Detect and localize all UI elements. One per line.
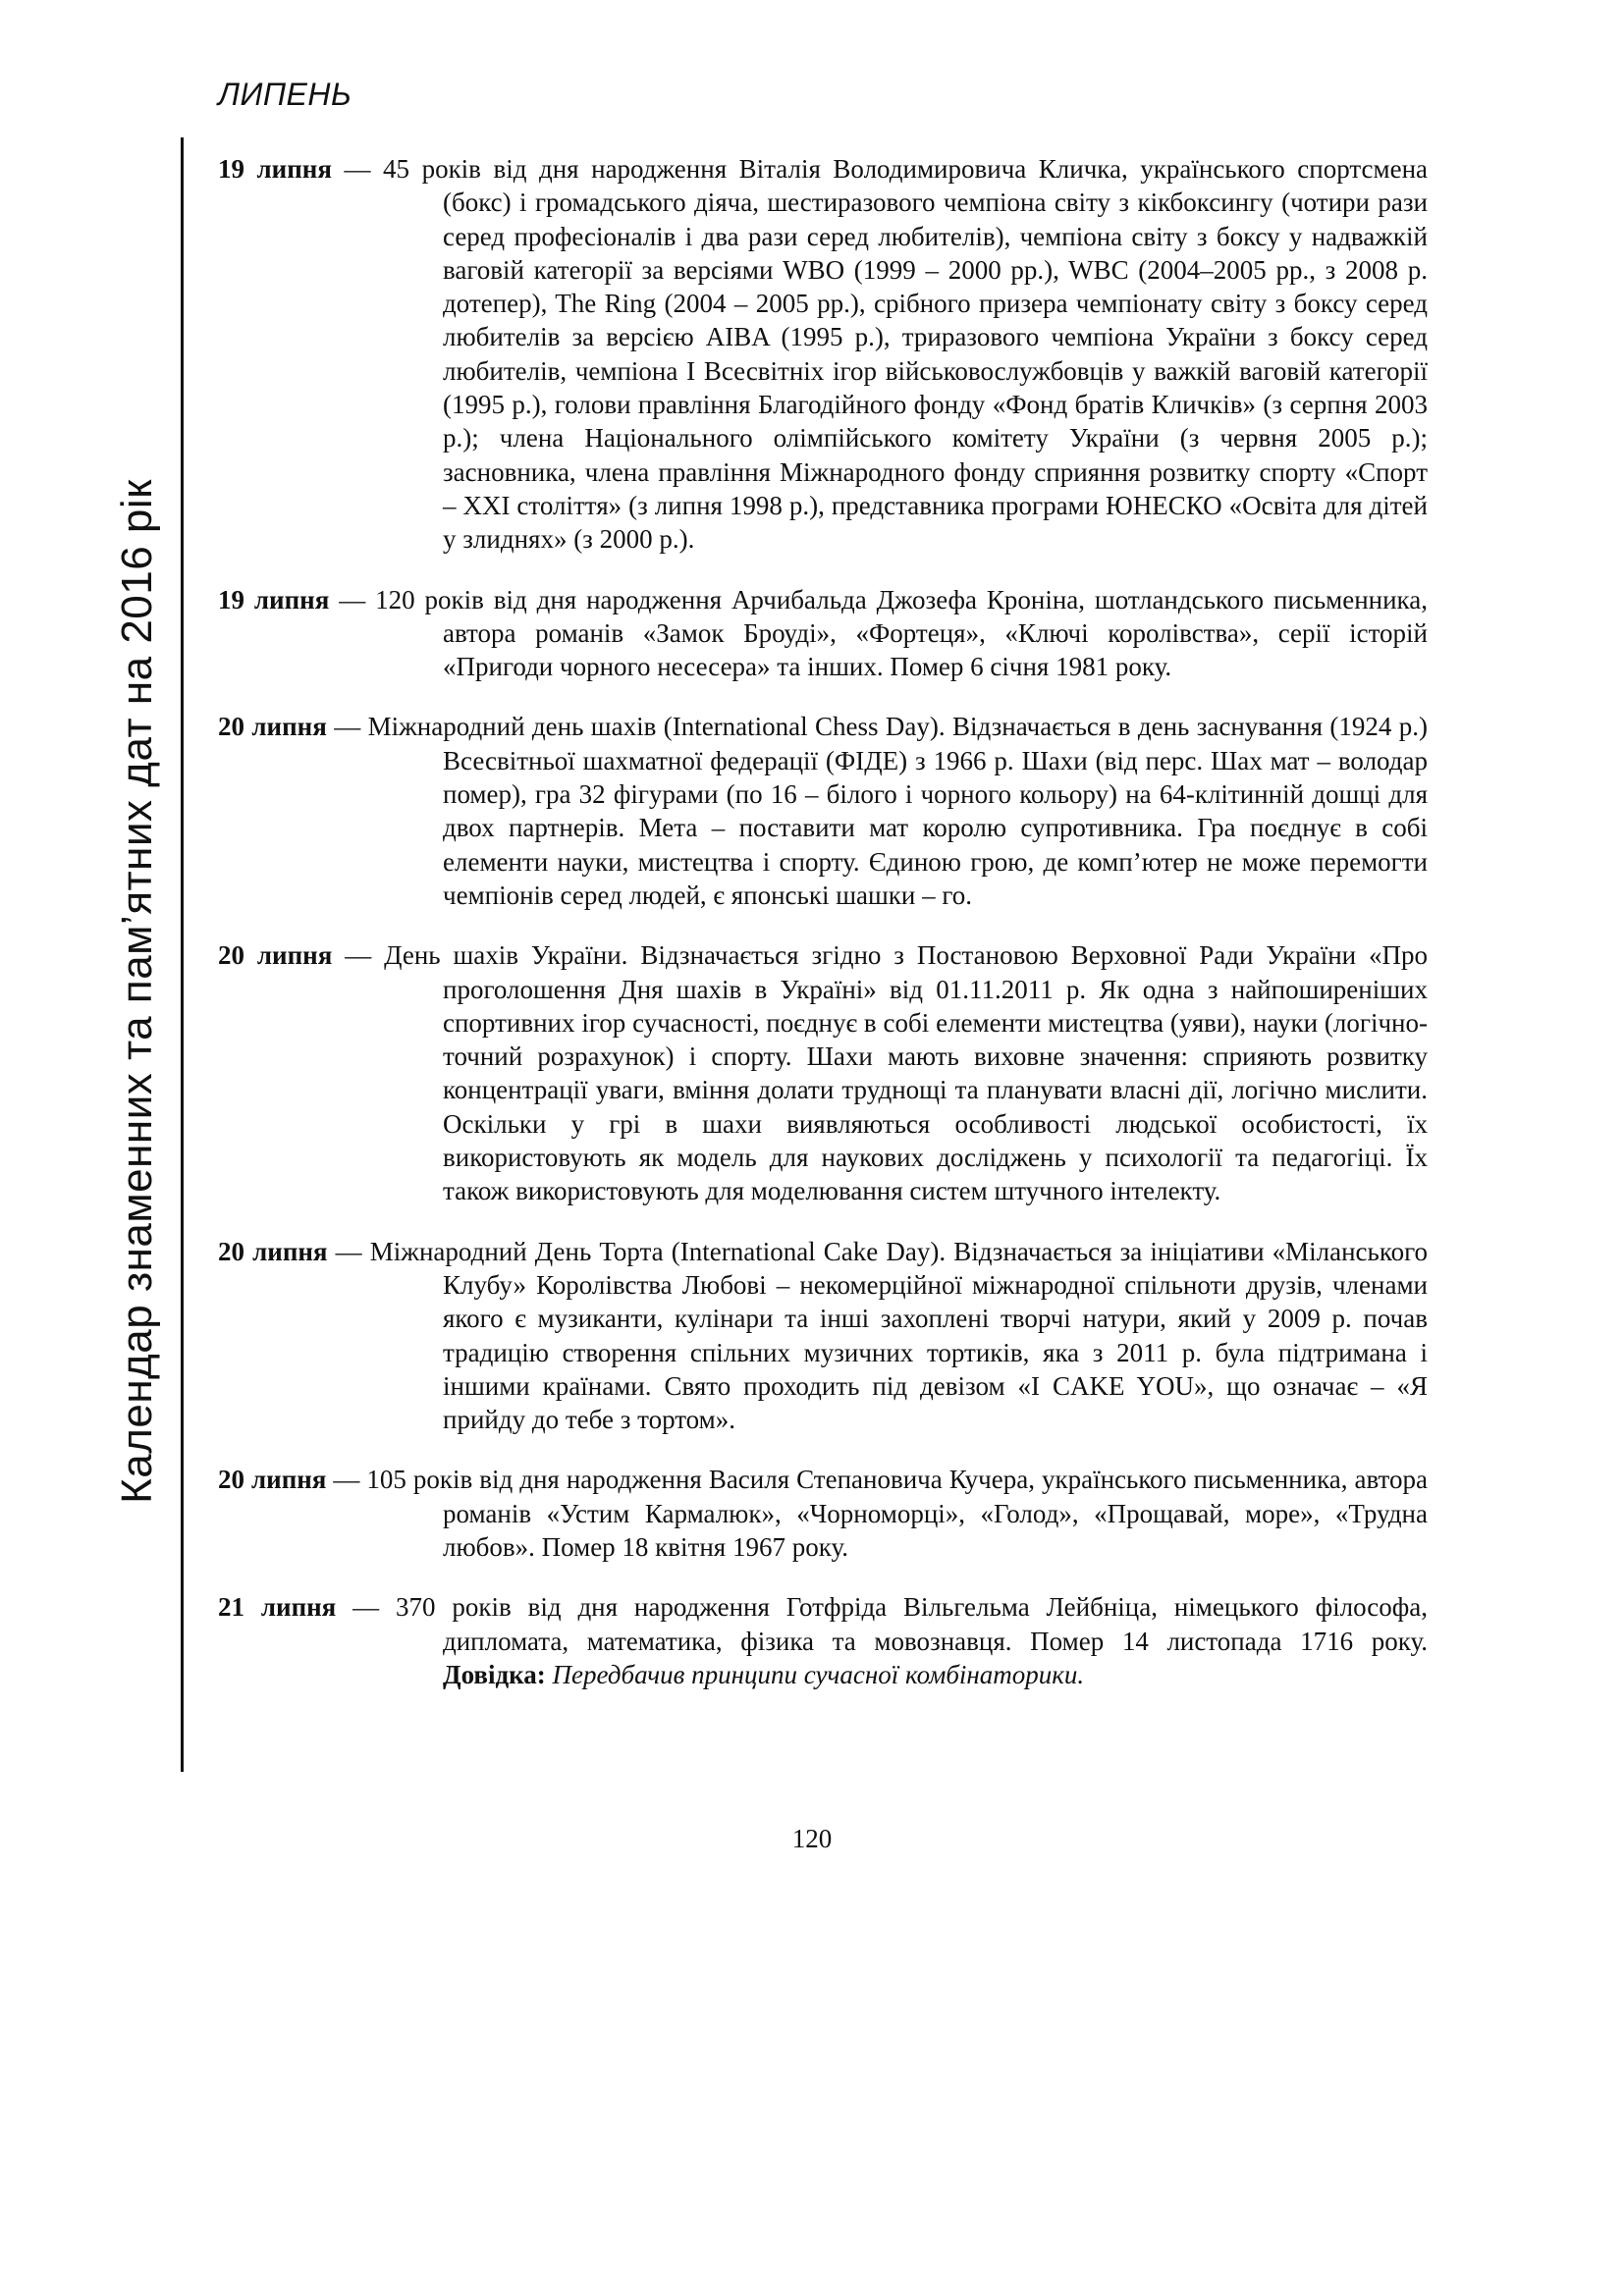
entry-dash: —	[326, 712, 368, 742]
calendar-entry	[218, 1463, 1428, 1564]
entry-dash: —	[329, 584, 376, 614]
calendar-entry	[218, 710, 1428, 912]
entry-dash: —	[332, 940, 385, 971]
entry-dash: —	[326, 1465, 367, 1495]
calendar-entries	[218, 152, 1428, 1697]
calendar-entry	[218, 1235, 1428, 1437]
entry-date: 19 липня	[218, 584, 330, 614]
entry-date: 21 липня	[218, 1592, 337, 1623]
entry-text: 370 років від дня народження Готфріда Вільгельма Лейбніца, німецького філософа, дипломата, математика, фізика та мовознавця. Помер 14 листопада 1716 року.	[396, 1592, 1428, 1656]
entry-text: 45 років від дня народження Віталія Володимировича Кличка, українського спортсмена (бокс) і громадського діяча, шестиразового чемпіона світу з кікбоксингу (чотири рази серед професіоналів і два рази серед любителів), чемпіона світу з боксу у надважкій ваговій категорії за версіями WBO (1999 – 2000 рр.), WBC (2004–2005 рр., з 2008 р. дотепер), The Ring (2004 – 2005 рр.), срібного призера чемпіонату світу з боксу серед любителів за версією AIBA (1995 р.), триразового чемпіона України з боксу серед любителів, чемпіона I Всесвітніх ігор військовослужбовців у важкій ваговій категорії (1995 р.), голови правління Благодійного фонду «Фонд братів Кличків» (з серпня 2003 р.); члена Національного олімпійського комітету України (з червня 2005 р.); засновника, члена правління Міжнародного фонду сприяння розвитку спорту «Спорт – XXI століття» (з липня 1998 р.), представника програми ЮНЕСКО «Освіта для дітей у злиднях» (з 2000 р.).	[383, 154, 1428, 555]
entry-date: 20 липня	[218, 940, 333, 971]
entry-dash: —	[327, 1236, 370, 1266]
entry-dash: —	[336, 1592, 397, 1623]
calendar-entry	[218, 583, 1428, 684]
entry-text: Міжнародний День Торта (International Cake Day). Відзначається за ініціативи «Міланського Клубу» Королівства Любові – некомерційної міжнародної спільноти друзів, членами якого є музиканти, кулінари та інші захоплені творчі натури, який у 2009 р. почав традицію створення спільних музичних тортиків, яка з 2011 р. була підтримана і іншими країнами. Свято проходить під девізом «I CAKE YOU», що означає – «Я прийду до тебе з тортом».	[369, 1236, 1428, 1435]
entry-text: 105 років від дня народження Василя Степановича Кучера, українського письменника, автора романів «Устим Кармалюк», «Чорноморці», «Голод», «Прощавай, море», «Трудна любов». Помер 18 квітня 1967 року.	[366, 1465, 1428, 1562]
entry-date: 20 липня	[218, 1236, 328, 1266]
calendar-entry	[218, 938, 1428, 1207]
side-running-title: Календар знаменних та пам’ятних дат на 2016 рік	[113, 479, 161, 1504]
entry-text: Міжнародний день шахів (International Chess Day). Відзначається в день заснування (1924 р.) Всесвітньої шахматної федерації (ФІДЕ) з 1966 р. Шахи (від перс. Шах мат – володар помер), гра 32 фігурами (по 16 – білого і чорного кольору) на 64-клітинній дошці для двох партнерів. Мета – поставити мат королю супротивника. Гра поєднує в собі елементи науки, мистецтва і спорту. Єдиною грою, де комп’ютер не може перемогти чемпіонів серед людей, є японські шашки – го.	[367, 712, 1429, 910]
entry-note-text: Передбачив принципи сучасної комбінаторики.	[545, 1659, 1085, 1689]
calendar-entry	[218, 152, 1428, 557]
entry-date: 20 липня	[218, 712, 327, 742]
entry-date: 19 липня	[218, 154, 332, 184]
entry-text: 120 років від дня народження Арчибальда Джозефа Кроніна, шотландського письменника, автора романів «Замок Броуді», «Фортеця», «Ключі королівства», серії історій «Пригоди чорного несесера» та інших. Помер 6 січня 1981 року.	[375, 584, 1428, 682]
page-header-month: ЛИПЕНЬ	[218, 77, 352, 112]
entry-dash: —	[331, 154, 384, 184]
side-vertical-rule	[181, 137, 184, 1772]
calendar-entry	[218, 1590, 1428, 1691]
page-number: 120	[791, 1824, 833, 1853]
entry-date: 20 липня	[218, 1465, 327, 1495]
entry-note-label: Довідка:	[443, 1659, 546, 1689]
entry-text: День шахів України. Відзначається згідно з Постановою Верховної Ради України «Про проголошення Дня шахів в Україні» від 01.11.2011 р. Як одна з найпоширеніших спортивних ігор сучасності, поєднує в собі елементи мистецтва (уяви), науки (логічно-точний розрахунок) і спорту. Шахи мають виховне значення: сприяють розвитку концентрації уваги, вміння долати труднощі та планувати власні дії, логічно мислити. Оскільки у грі в шахи виявляються особливості людської особистості, їх використовують як модель для наукових досліджень у психології та педагогіці. Їх також використовують для моделювання систем штучного інтелекту.	[384, 940, 1428, 1206]
